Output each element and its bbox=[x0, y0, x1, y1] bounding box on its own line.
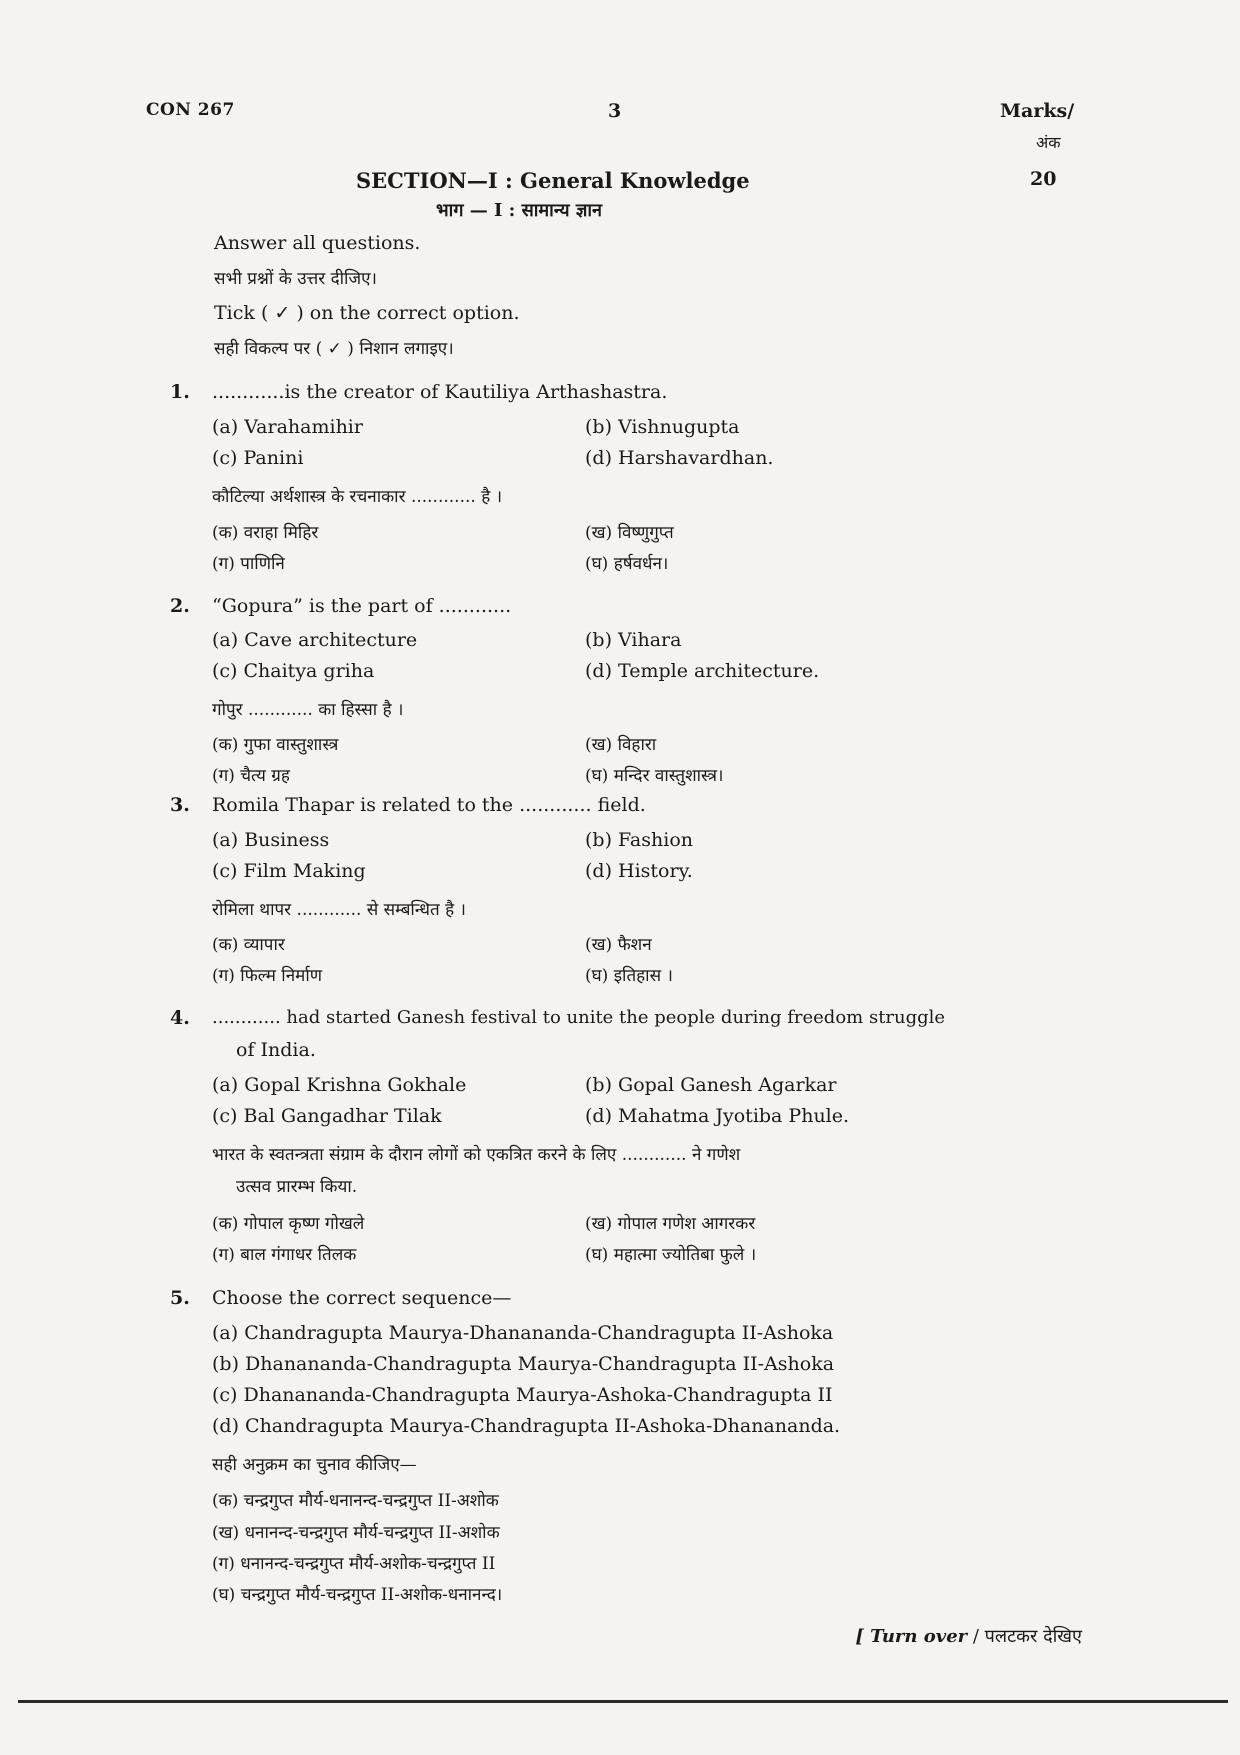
option-a[interactable]: (a) Cave architecture bbox=[212, 629, 418, 651]
option-a[interactable]: (a) Gopal Krishna Gokhale bbox=[212, 1074, 467, 1096]
option-ka[interactable]: (क) व्यापार bbox=[212, 935, 285, 955]
question-text-hindi: कौटिल्या अर्थशास्त्र के रचनाकार ............ है । bbox=[212, 487, 503, 507]
option-b[interactable]: (b) Vishnugupta bbox=[585, 416, 740, 438]
question-text: ............ had started Ganesh festival to unite the people during freedom struggle bbox=[212, 1007, 946, 1028]
option-ka[interactable]: (क) चन्द्रगुप्त मौर्य-धनानन्द-चन्द्रगुप्त II-अशोक bbox=[212, 1491, 499, 1511]
marks-label-hindi: अंक bbox=[1036, 133, 1061, 152]
option-a[interactable]: (a) Varahamihir bbox=[212, 416, 363, 438]
option-c[interactable]: (c) Bal Gangadhar Tilak bbox=[212, 1105, 442, 1127]
option-d[interactable]: (d) Mahatma Jyotiba Phule. bbox=[585, 1105, 850, 1127]
question-number: 3. bbox=[170, 794, 190, 816]
option-d[interactable]: (d) History. bbox=[585, 860, 693, 882]
page-number: 3 bbox=[608, 100, 622, 122]
option-ga[interactable]: (ग) पाणिनि bbox=[212, 554, 285, 574]
option-gha[interactable]: (घ) चन्द्रगुप्त मौर्य-चन्द्रगुप्त II-अशोक-धनानन्द। bbox=[212, 1585, 503, 1605]
marks-label: Marks/ bbox=[1000, 100, 1075, 122]
option-c[interactable]: (c) Chaitya griha bbox=[212, 660, 375, 682]
option-gha[interactable]: (घ) महात्मा ज्योतिबा फुले । bbox=[585, 1245, 757, 1265]
question-text: Romila Thapar is related to the ............ field. bbox=[212, 794, 646, 816]
option-kha[interactable]: (ख) धनानन्द-चन्द्रगुप्त मौर्य-चन्द्रगुप्त II-अशोक bbox=[212, 1523, 500, 1543]
question-text-hindi-continued: उत्सव प्रारम्भ किया. bbox=[236, 1177, 358, 1197]
question-text-hindi: सही अनुक्रम का चुनाव कीजिए— bbox=[212, 1455, 417, 1475]
option-d[interactable]: (d) Temple architecture. bbox=[585, 660, 820, 682]
option-c[interactable]: (c) Film Making bbox=[212, 860, 366, 882]
option-ka[interactable]: (क) वराहा मिहिर bbox=[212, 523, 319, 543]
option-gha[interactable]: (घ) मन्दिर वास्तुशास्त्र। bbox=[585, 766, 724, 786]
option-ga[interactable]: (ग) फिल्म निर्माण bbox=[212, 966, 323, 986]
section-title-hindi: भाग — I : सामान्य ज्ञान bbox=[436, 200, 603, 221]
question-text: “Gopura” is the part of ............ bbox=[212, 595, 512, 617]
question-number: 2. bbox=[170, 595, 190, 617]
section-marks: 20 bbox=[1030, 168, 1057, 190]
option-a[interactable]: (a) Business bbox=[212, 829, 330, 851]
option-ka[interactable]: (क) गोपाल कृष्ण गोखले bbox=[212, 1214, 365, 1234]
option-kha[interactable]: (ख) विहारा bbox=[585, 735, 657, 755]
option-d[interactable]: (d) Chandragupta Maurya-Chandragupta II-Ashoka-Dhanananda. bbox=[212, 1415, 841, 1437]
question-text-hindi: रोमिला थापर ............ से सम्बन्धित है । bbox=[212, 900, 466, 920]
question-text: Choose the correct sequence— bbox=[212, 1287, 512, 1309]
instruction-line-hindi: सभी प्रश्नों के उत्तर दीजिए। bbox=[214, 269, 377, 289]
option-a[interactable]: (a) Chandragupta Maurya-Dhanananda-Chandragupta II-Ashoka bbox=[212, 1322, 834, 1344]
instruction-line: Tick ( ✓ ) on the correct option. bbox=[214, 302, 520, 324]
option-gha[interactable]: (घ) हर्षवर्धन। bbox=[585, 554, 669, 574]
turn-over-hindi: / पलटकर देखिए bbox=[967, 1626, 1082, 1647]
option-b[interactable]: (b) Dhanananda-Chandragupta Maurya-Chandragupta II-Ashoka bbox=[212, 1353, 835, 1375]
question-number: 4. bbox=[170, 1007, 190, 1029]
option-ga[interactable]: (ग) धनानन्द-चन्द्रगुप्त मौर्य-अशोक-चन्द्रगुप्त II bbox=[212, 1554, 496, 1574]
option-c[interactable]: (c) Panini bbox=[212, 447, 304, 469]
page-bottom-rule bbox=[18, 1700, 1228, 1703]
option-d[interactable]: (d) Harshavardhan. bbox=[585, 447, 774, 469]
option-kha[interactable]: (ख) फैशन bbox=[585, 935, 652, 955]
option-ka[interactable]: (क) गुफा वास्तुशास्त्र bbox=[212, 735, 339, 755]
question-number: 1. bbox=[170, 381, 190, 403]
option-b[interactable]: (b) Fashion bbox=[585, 829, 693, 851]
question-text-continued: of India. bbox=[236, 1039, 316, 1061]
turn-over-note bbox=[855, 1624, 1082, 1648]
option-b[interactable]: (b) Vihara bbox=[585, 629, 682, 651]
option-b[interactable]: (b) Gopal Ganesh Agarkar bbox=[585, 1074, 837, 1096]
question-text: ............is the creator of Kautiliya Arthashastra. bbox=[212, 381, 668, 403]
question-text-hindi: गोपुर ............ का हिस्सा है । bbox=[212, 700, 404, 720]
question-number: 5. bbox=[170, 1287, 190, 1309]
option-ga[interactable]: (ग) चैत्य ग्रह bbox=[212, 766, 290, 786]
option-kha[interactable]: (ख) गोपाल गणेश आगरकर bbox=[585, 1214, 756, 1234]
option-c[interactable]: (c) Dhanananda-Chandragupta Maurya-Ashoka-Chandragupta II bbox=[212, 1384, 833, 1406]
option-ga[interactable]: (ग) बाल गंगाधर तिलक bbox=[212, 1245, 357, 1265]
section-title: SECTION—I : General Knowledge bbox=[356, 168, 750, 193]
option-kha[interactable]: (ख) विष्णुगुप्त bbox=[585, 523, 674, 543]
instruction-line: Answer all questions. bbox=[214, 232, 421, 254]
option-gha[interactable]: (घ) इतिहास । bbox=[585, 966, 673, 986]
instruction-line-hindi: सही विकल्प पर ( ✓ ) निशान लगाइए। bbox=[214, 339, 454, 359]
paper-code: CON 267 bbox=[146, 100, 235, 120]
turn-over-english: [ Turn over bbox=[855, 1626, 968, 1647]
question-text-hindi: भारत के स्वतन्त्रता संग्राम के दौरान लोगों को एकत्रित करने के लिए ............ ने गणेश bbox=[212, 1145, 741, 1165]
